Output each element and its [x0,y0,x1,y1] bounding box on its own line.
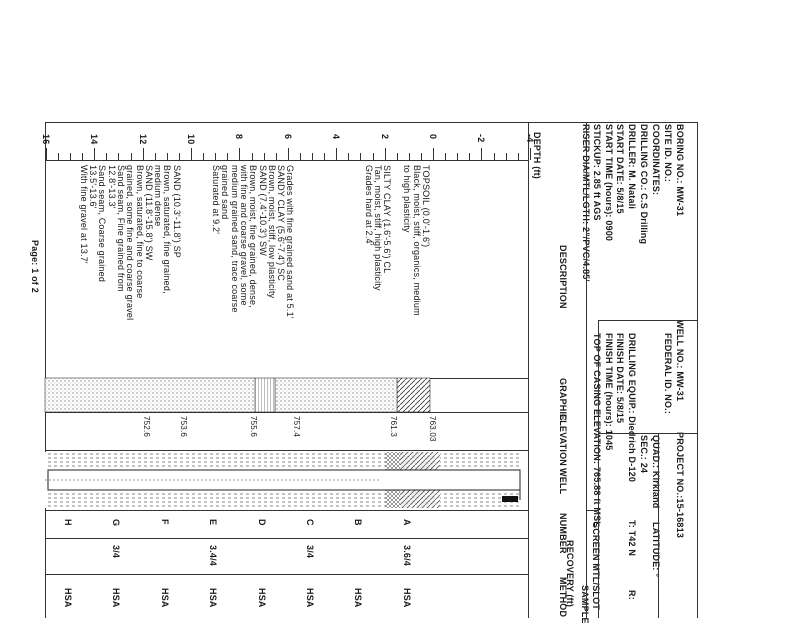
township: T: T42 N [627,520,637,557]
description-line: Saturated at 9.2' [211,165,222,235]
description-line: SAND (7.4'-10.3') SW [257,165,268,256]
sample-method: HSA [353,588,364,608]
topsoil-pattern [397,378,430,412]
sample-number: G [111,519,122,527]
description-line: Grades with fine grained sand at 5.1' [285,165,296,319]
description-line: with fine and coarse gravel, some [238,165,249,306]
start-date: START DATE: 5/8/15 [615,124,625,214]
depth-tick-label: 16 [40,134,51,145]
col-depth: DEPTH (ft) [532,132,542,179]
stickup: STICKUP: 2.85 ft AGS [592,124,602,221]
elevation-value: 753.6 [178,416,188,438]
description-line: 12.8'-13.3' [106,165,117,209]
elevation-value: 755.6 [248,416,258,438]
depth-tick-label: -2 [476,134,487,143]
description-line: SILTY CLAY (1.6'-5.6') CL [382,165,393,274]
elevation-value: 757.4 [292,416,302,438]
sample-recovery: 3/4 [305,545,315,559]
depth-tick-label: 2 [379,134,390,140]
col-description: DESCRIPTION [558,245,568,309]
col-well: WELL [558,468,568,495]
depth-tick-label: 12 [137,134,148,145]
sample-label: SAMPLE [580,585,590,624]
sample-method: HSA [208,588,219,608]
page-footer: Page: 1 of 2 [30,240,40,293]
silty-clay-pattern [275,378,397,412]
description-line: SAND (10.3'-11.8') SP [171,165,182,259]
elevation-value: 752.6 [142,416,152,438]
site-id: SITE ID. NO.: [663,124,673,183]
description-line: Sand seam, Fine grained from [115,165,126,292]
description-line: to high plasticity [402,165,413,233]
description-line: SAND (11.8'-15.8') SW [143,165,154,261]
depth-tick-label: -4 [524,134,535,143]
description-line: Sand seam, Coarse grained [97,165,108,283]
sample-method: HSA [159,588,170,608]
drilling-equip: DRILLING EQUIP.: Diedrich D-120 [627,333,637,483]
sample-number: A [401,519,412,526]
description-line: Brown, saturated, fine to coarse [134,165,145,299]
sample-number: D [256,519,267,526]
sample-method: HSA [111,588,122,608]
sample-recovery: 3.6/4 [401,545,412,567]
riser: RISER DIA/MTL/LGTH: 2"/PVC/4.85' [581,124,591,282]
depth-tick-label: 14 [89,134,100,145]
start-time: START TIME (hours): 0900 [604,124,614,242]
description-line: SANDY CLAY (5.6'-7.4') SC [276,165,287,281]
driller: DRILLER: M. Natali [627,124,637,210]
sec: SEC.: 24 [639,435,649,474]
col-graphic: GRAPHIC [558,378,568,421]
description-line: medium grained sand, trace coarse [229,165,240,313]
description-line: Black, moist, stiff, organics, medium [411,165,422,316]
sample-number: B [353,519,364,526]
depth-tick-label: 6 [282,134,293,140]
description-line: grained, some fine and coarse gravel [125,165,136,321]
description-line: Brown, moist, stiff, low plasticity [266,165,277,299]
depth-tick-label: 8 [234,134,245,140]
sample-method: HSA [305,588,315,608]
description-line: medium dense [153,165,164,227]
r-label: R: [627,590,637,600]
sample-number: E [208,519,219,526]
description-line: With fine gravel at 13.7' [78,165,89,264]
depth-tick-label: 4 [331,134,342,140]
description-line: Grades hard at 2.4' [363,165,374,246]
description-line: 13.5'-13.6' [88,165,99,209]
finish-time: FINISH TIME (hours): 1045 [604,333,614,451]
sample-method: HSA [401,588,412,608]
sample-method: HSA [63,588,73,608]
depth-tick-label: 10 [186,134,196,145]
screen-label: SCREEN MTL/SLOT [591,522,601,610]
drilling-co: DRILLING CO.: C.S Drilling [639,124,649,245]
depth-tick-label: 0 [428,134,438,140]
quad: QUAD.: Kirkland [651,435,661,509]
graphic-column [45,378,430,412]
description-line: grained sand [220,165,231,220]
description-line: Brown, moist, fine grained, dense, [248,165,259,308]
col-method: METHOD [558,577,568,618]
sand-pattern [45,378,255,412]
description-line: Tan, moist, stiff, high plasticity [372,165,383,291]
latitude: LATITUDE: ° [651,522,661,578]
federal-id: FEDERAL ID. NO.: [663,333,673,415]
protective-cap [502,496,518,502]
sample-recovery: 3.4/4 [208,545,219,567]
project-no: PROJECT NO.:15-16813 [675,432,685,539]
sample-number: F [159,519,170,525]
well-diagram [45,452,520,508]
top-casing: TOP OF CASING ELEVATION: 765.88 ft MSL [592,333,602,527]
col-number: NUMBER [558,513,568,554]
boring-no: BORING NO.: MW-31 [675,124,685,217]
col-elevation: ELEVATION [558,414,568,466]
finish-date: FINISH DATE: 5/8/15 [615,333,625,424]
sandy-clay-pattern [255,378,275,412]
well-no: WELL NO.: MW-31 [675,320,685,402]
description-line: TOPSOIL (0.0'-1.6') [421,165,431,248]
sample-number: H [63,519,73,526]
sample-recovery: 3/4 [111,545,122,559]
col-recovery: RECOVERY (ft) [565,540,575,608]
elevation-value: 761.3 [389,416,399,438]
description-line: Brown, saturated, fine grained, [162,165,173,294]
coordinates: COORDINATES: [651,124,661,196]
sample-number: C [305,519,315,526]
sample-method: HSA [256,588,267,608]
elevation-value: 763.03 [428,416,437,442]
